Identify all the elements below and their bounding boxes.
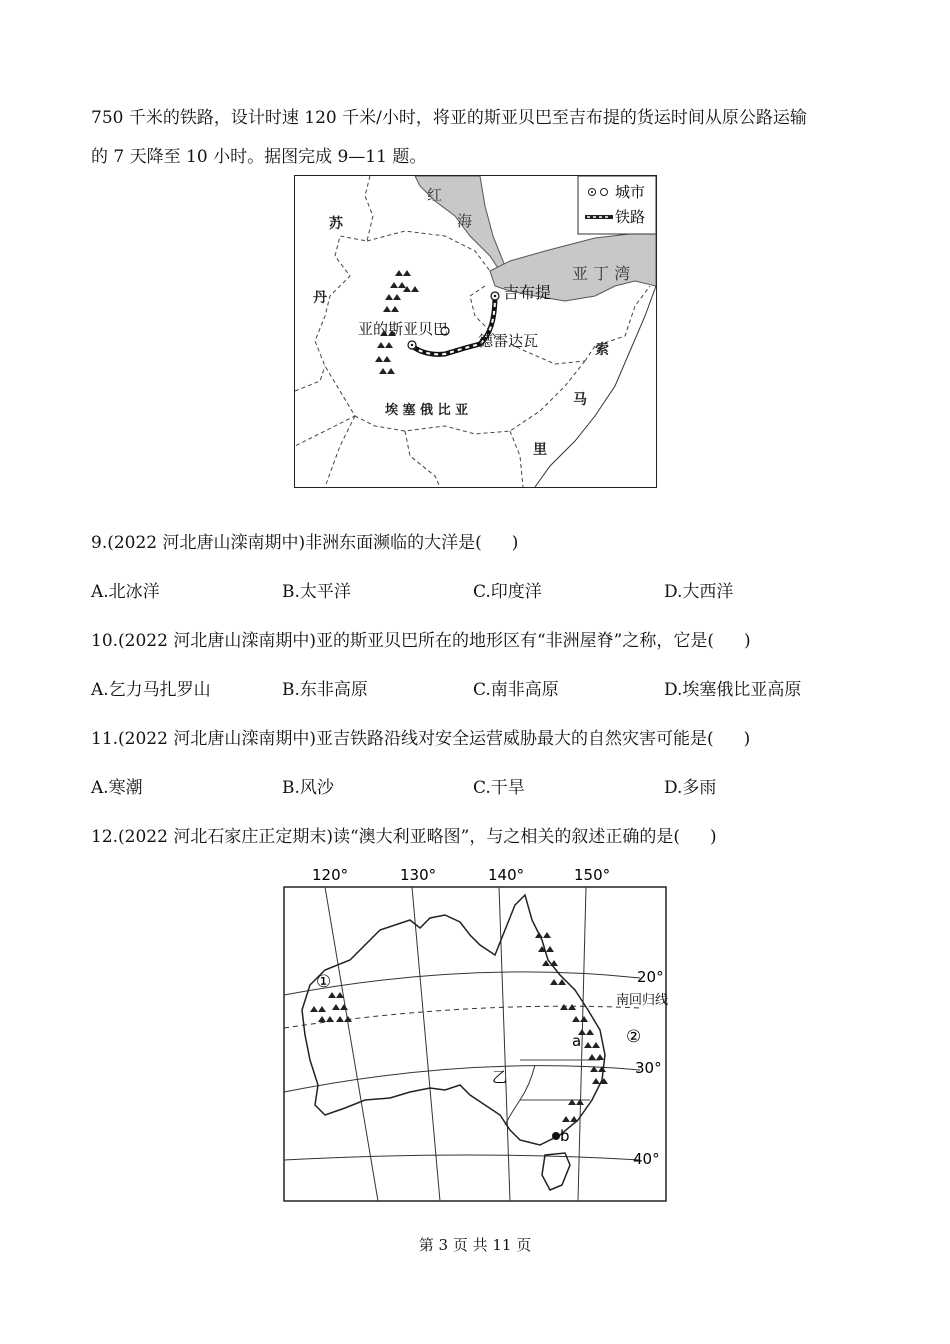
q10-option-c[interactable]: C.南非高原 [473,680,559,700]
australia-map-frame [284,887,669,1201]
q9-option-b[interactable]: B.太平洋 [282,582,351,602]
australia-map [270,860,680,1205]
somalia-coast [535,286,656,487]
intro-line-2: 的 7 天降至 10 小时。据图完成 9—11 题。 [91,147,427,167]
q11-option-b[interactable]: B.风沙 [282,778,334,798]
city-addis-marker [408,341,416,349]
q10-option-b[interactable]: B.东非高原 [282,680,368,700]
label-sudan-1: 苏 [329,216,343,232]
label-sudan-2: 丹 [313,290,327,306]
lon-label-140: 140° [488,866,525,884]
label-a: a [572,1032,582,1050]
label-mark-2: ② [626,1027,642,1047]
label-ethiopia: 埃 塞 俄 比 亚 [385,403,469,418]
q9-option-c[interactable]: C.印度洋 [473,582,542,602]
q10-option-d[interactable]: D.埃塞俄比亚高原 [664,680,802,700]
lon-label-120: 120° [312,866,349,884]
label-dire-dawa: 德雷达瓦 [478,332,539,350]
question-12-stem: 12.(2022 河北石家庄正定期末)读“澳大利亚略图”，与之相关的叙述正确的是( ) [91,827,717,847]
label-b: b [560,1127,570,1145]
label-somalia-1: 索 [595,342,609,358]
q9-option-d[interactable]: D.大西洋 [664,582,734,602]
q11-option-d[interactable]: D.多雨 [664,778,717,798]
q9-option-a[interactable]: A.北冰洋 [91,582,160,602]
label-yi: 乙 [492,1068,508,1086]
point-b-marker [552,1132,560,1140]
legend-rail-label: 铁路 [615,208,646,226]
ethiopia-map-svg [295,176,656,487]
question-11-stem: 11.(2022 河北唐山滦南期中)亚吉铁路沿线对安全运营威胁最大的自然灾害可能是( ) [91,729,751,749]
lon-label-130: 130° [400,866,437,884]
label-addis-ababa: 亚的斯亚贝巴 [358,320,449,338]
label-red-sea-2: 海 [457,212,473,230]
city-djibouti-marker [491,292,499,300]
question-9-stem: 9.(2022 河北唐山滦南期中)非洲东面濒临的大洋是( ) [91,533,519,553]
label-somalia-2: 马 [573,392,587,408]
label-red-sea-1: 红 [427,186,443,204]
label-somalia-3: 里 [533,442,547,458]
lon-label-150: 150° [574,866,611,884]
ethiopia-railway-map [294,175,657,488]
label-tropic-of-capricorn: 南回归线 [616,993,669,1008]
intro-line-1: 750 千米的铁路，设计时速 120 千米/小时，将亚的斯亚贝巴至吉布提的货运时间从原公路运输 [91,108,807,128]
lat-label-40: 40° [633,1150,660,1168]
lat-label-30: 30° [635,1059,662,1077]
label-djibouti: 吉布提 [503,283,552,302]
page-footer: 第 3 页 共 11 页 [418,1236,532,1254]
question-10-stem: 10.(2022 河北唐山滦南期中)亚的斯亚贝巴所在的地形区有“非洲屋脊”之称，它是( ) [91,631,751,651]
lat-label-20: 20° [637,968,664,986]
q10-option-a[interactable]: A.乞力马扎罗山 [91,680,211,700]
label-mark-1: ① [316,972,332,992]
q11-option-c[interactable]: C.干旱 [473,778,525,798]
legend-city-label: 城市 [615,183,646,201]
q11-option-a[interactable]: A.寒潮 [91,778,143,798]
label-gulf-of-aden: 亚 丁 湾 [572,264,631,283]
